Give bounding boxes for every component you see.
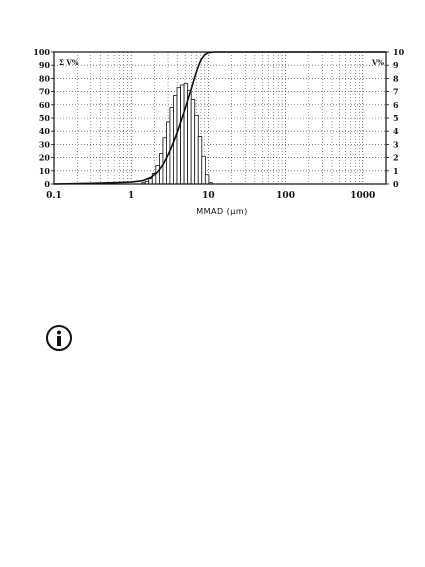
x-tick-label: 10 (202, 191, 215, 201)
y-left-tick-label: 100 (33, 47, 50, 57)
y-left-tick-label: 20 (38, 152, 50, 163)
chart-svg (0, 0, 425, 240)
y-right-tick-label: 3 (393, 139, 399, 150)
axes (51, 52, 389, 184)
histogram-bar (188, 90, 192, 184)
y-right-tick-label: 8 (393, 73, 399, 84)
histogram-bar (191, 100, 195, 184)
y-right-tick-label: 1 (393, 165, 399, 176)
histogram-bar (198, 136, 202, 184)
particle-size-chart (0, 0, 425, 240)
left-axis-label: Σ V% (59, 58, 79, 67)
info-icon (45, 324, 73, 352)
grid (54, 52, 386, 184)
y-right-tick-label: 0 (393, 179, 399, 189)
y-left-tick-label: 10 (38, 165, 50, 176)
y-right-tick-label: 5 (393, 113, 399, 123)
right-axis-label: V% (372, 58, 385, 67)
x-axis-label: MMAD (μm) (196, 207, 248, 216)
histogram-bar (195, 115, 199, 184)
x-tick-label: 100 (276, 191, 295, 201)
histogram-bar (149, 179, 153, 184)
y-right-tick-label: 4 (393, 126, 399, 137)
y-right-tick-label: 6 (393, 99, 399, 110)
y-right-tick-label: 7 (393, 86, 399, 97)
histogram-bar (181, 85, 185, 184)
y-left-tick-label: 60 (38, 99, 50, 110)
y-right-tick-label: 10 (393, 47, 405, 57)
y-left-tick-label: 0 (44, 179, 50, 189)
x-tick-label: 1000 (350, 191, 376, 201)
y-left-tick-label: 40 (38, 126, 50, 137)
histogram-bar (202, 156, 206, 184)
y-left-tick-label: 90 (38, 60, 50, 71)
histogram-bar (156, 166, 160, 184)
histogram-bar (184, 84, 188, 184)
x-tick-label: 0.1 (46, 191, 62, 201)
histogram-bar (205, 175, 209, 184)
histogram-bar (177, 88, 181, 184)
tick-labels (33, 47, 404, 201)
y-left-tick-label: 50 (38, 113, 50, 123)
y-left-tick-label: 80 (38, 73, 50, 84)
y-right-tick-label: 2 (393, 152, 399, 163)
y-right-tick-label: 9 (393, 60, 399, 71)
y-left-tick-label: 70 (38, 86, 50, 97)
x-tick-label: 1 (128, 191, 135, 201)
y-left-tick-label: 30 (38, 139, 50, 150)
